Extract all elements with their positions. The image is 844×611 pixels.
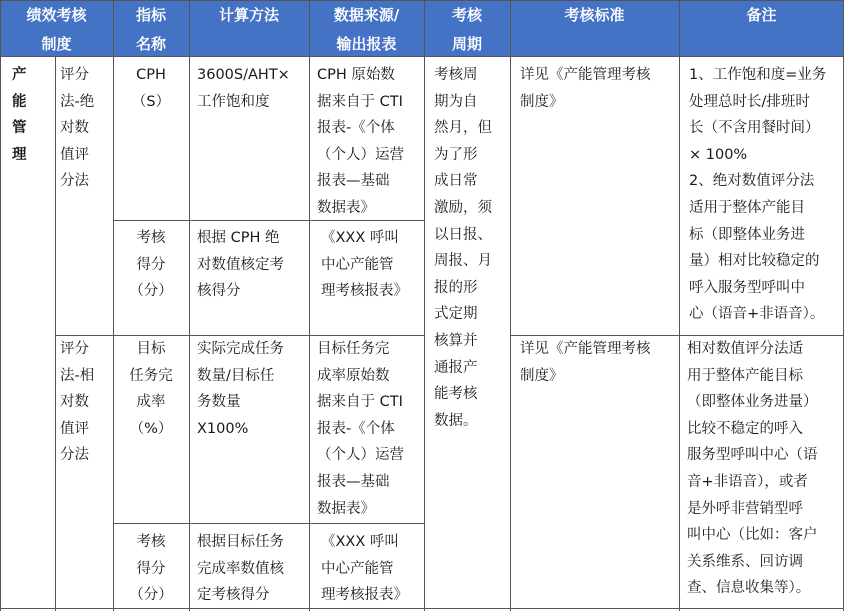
group1-source-score: 《XXX 呼叫 中心产能管 理考核报表》: [321, 230, 408, 300]
group1-calc-cph: 3600S/AHT× 工作饱和度: [197, 67, 290, 110]
header-system: 绩效考核 制度: [0, 0, 113, 56]
group2-indicator-target: 目标 任务完 成率 （%）: [129, 341, 173, 437]
header-remark: 备注: [679, 0, 844, 56]
table-bottom-line: [0, 608, 844, 609]
grid-line-v: [510, 0, 511, 611]
header-source: 数据来源/ 输出报表: [309, 0, 424, 56]
group2-standard: 详见《产能管理考核 制度》: [520, 341, 651, 384]
grid-line-h: [113, 220, 424, 221]
grid-line-v: [309, 0, 310, 611]
group1-calc-score: 根据 CPH 绝 对数值核定考 核得分: [197, 230, 284, 300]
group1-indicator-score: 考核 得分 （分）: [129, 230, 173, 300]
table-border-top: [0, 0, 844, 1]
header-standard: 考核标准: [510, 0, 679, 56]
grid-line-v: [424, 0, 425, 611]
header-cycle: 考核 周期: [424, 0, 510, 56]
group1-indicator-cph: CPH （S）: [131, 67, 171, 110]
table-border-left: [0, 0, 1, 611]
group2-calc-score: 根据目标任务 完成率数值核 定考核得分: [197, 534, 284, 604]
grid-line-h: [55, 335, 424, 336]
group2-remark: 相对数值评分法适 用于整体产能目标 （即整体业务进量） 比较不稳定的呼入 服务型呼叫中心（语 音+非语音），或者 是外呼非营销型呼 叫中心（比如：客户 关系维系、回访调 查、信息收集等）。: [687, 341, 818, 597]
cycle-cell: 考核周 期为自 然月，但 为了形 成日常 激励，须 以日报、 周报、月 报的形 式定期 核算并 通报产 能考核 数据。: [434, 67, 492, 429]
group1-remark: 1、工作饱和度=业务 处理总时长/排班时 长（不含用餐时间） × 100% 2、绝对数值评分法 适用于整体产能目 标（即整体业务进 量）相对比较稳定的 呼入服务型呼叫中 心（语音+非语音）。: [689, 67, 827, 323]
grid-line-v: [679, 0, 680, 611]
group1-method: 评分 法-绝 对数 值评 分法: [60, 67, 95, 190]
grid-line-h: [510, 335, 844, 336]
grid-line-v: [189, 0, 190, 611]
header-bottom-line: [0, 56, 844, 57]
category-cell: 产 能 管 理: [12, 67, 27, 163]
grid-line-h: [113, 523, 424, 524]
group1-source-cph: CPH 原始数 据来自于 CTI 报表-《个体 （个人）运营 报表—基础 数据表》: [317, 67, 404, 216]
group2-method: 评分 法-相 对数 值评 分法: [60, 341, 95, 464]
group2-indicator-score: 考核 得分 （分）: [129, 534, 173, 604]
grid-line-v: [113, 0, 114, 611]
group2-source-target: 目标任务完 成率原始数 据来自于 CTI 报表-《个体 （个人）运营 报表—基础 数据表》: [317, 341, 404, 517]
header-indicator: 指标 名称: [113, 0, 189, 56]
group2-source-score: 《XXX 呼叫 中心产能管 理考核报表》: [321, 534, 408, 604]
group1-standard: 详见《产能管理考核 制度》: [520, 67, 651, 110]
grid-line-v: [55, 56, 56, 611]
group2-calc-target: 实际完成任务 数量/目标任 务数量 X100%: [197, 341, 284, 437]
header-calc: 计算方法: [189, 0, 309, 56]
